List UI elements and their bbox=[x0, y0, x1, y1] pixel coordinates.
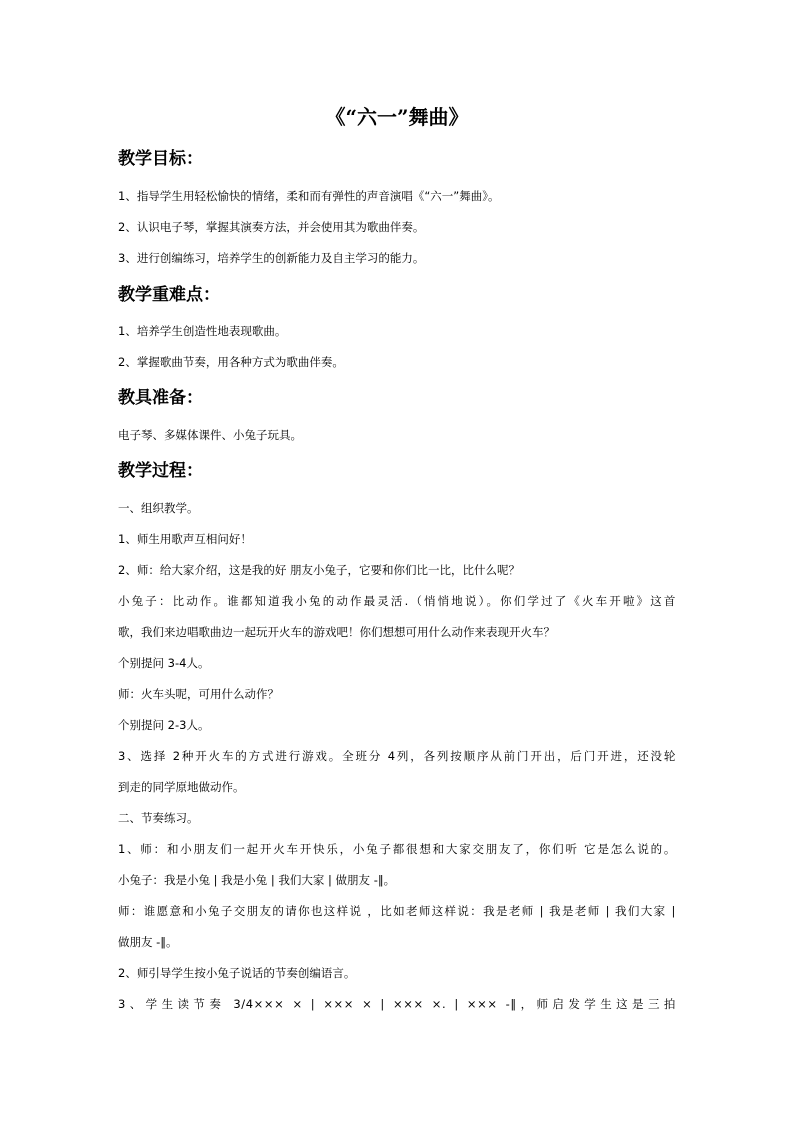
keypoint-item-2: 2、掌握歌曲节奏，用各种方式为歌曲伴奏。 bbox=[118, 355, 344, 369]
process-line-12: 1、师：和小朋友们一起开火车开快乐，小兔子都很想和大家交朋友了，你们听 它是怎么说的。 bbox=[118, 842, 676, 856]
process-line-4: 小兔子：比动作。谁都知道我小兔的动作最灵活.（悄悄地说）。你们学过了《火车开啦》这首 bbox=[118, 594, 676, 608]
materials-item-1: 电子琴、多媒体课件、小兔子玩具。 bbox=[118, 428, 302, 442]
section-heading-process: 教学过程： bbox=[118, 461, 203, 481]
process-line-11: 二、节奏练习。 bbox=[118, 811, 199, 825]
goal-item-1: 1、指导学生用轻松愉快的情绪，柔和而有弹性的声音演唱《“六一”舞曲》。 bbox=[118, 189, 500, 203]
process-line-10: 到走的同学原地做动作。 bbox=[118, 780, 245, 794]
process-line-7: 师：火车头呢，可用什么动作？ bbox=[118, 687, 279, 701]
process-line-15: 做朋友 -‖。 bbox=[118, 935, 178, 949]
process-line-2: 1、师生用歌声互相问好！ bbox=[118, 532, 252, 546]
process-line-13: 小兔子：我是小兔 | 我是小兔 | 我们大家 | 做朋友 -‖。 bbox=[118, 873, 396, 887]
keypoint-item-1: 1、培养学生创造性地表现歌曲。 bbox=[118, 324, 287, 338]
process-line-8: 个别提问 2-3人。 bbox=[118, 718, 210, 732]
process-line-1: 一、组织教学。 bbox=[118, 501, 199, 515]
process-line-3: 2、师：给大家介绍，这是我的好 朋友小兔子，它要和你们比一比，比什么呢？ bbox=[118, 563, 520, 577]
goal-item-3: 3、进行创编练习，培养学生的创新能力及自主学习的能力。 bbox=[118, 251, 425, 265]
section-heading-goals: 教学目标： bbox=[118, 149, 203, 169]
process-line-17: 3、学生读节奏 3/4××× × | ××× × | ××× ×. | ××× -‖，师启发学生这是三拍 bbox=[118, 997, 676, 1011]
process-line-16: 2、师引导学生按小兔子说话的节奏创编语言。 bbox=[118, 966, 356, 980]
document-title: 《“六一”舞曲》 bbox=[325, 105, 469, 129]
process-line-5: 歌，我们来边唱歌曲边一起玩开火车的游戏吧！你们想想可用什么动作来表现开火车？ bbox=[118, 625, 555, 639]
process-line-9: 3、选择 2种开火车的方式进行游戏。全班分 4列，各列按顺序从前门开出，后门开进，还没轮 bbox=[118, 749, 676, 763]
goal-item-2: 2、认识电子琴，掌握其演奏方法，并会使用其为歌曲伴奏。 bbox=[118, 220, 425, 234]
section-heading-materials: 教具准备： bbox=[118, 388, 203, 408]
process-line-14: 师：谁愿意和小兔子交朋友的请你也这样说 ，比如老师这样说：我是老师 | 我是老师 | 我们大家 | bbox=[118, 904, 676, 918]
section-heading-keypoints: 教学重难点： bbox=[118, 285, 220, 305]
process-line-6: 个别提问 3-4人。 bbox=[118, 656, 210, 670]
